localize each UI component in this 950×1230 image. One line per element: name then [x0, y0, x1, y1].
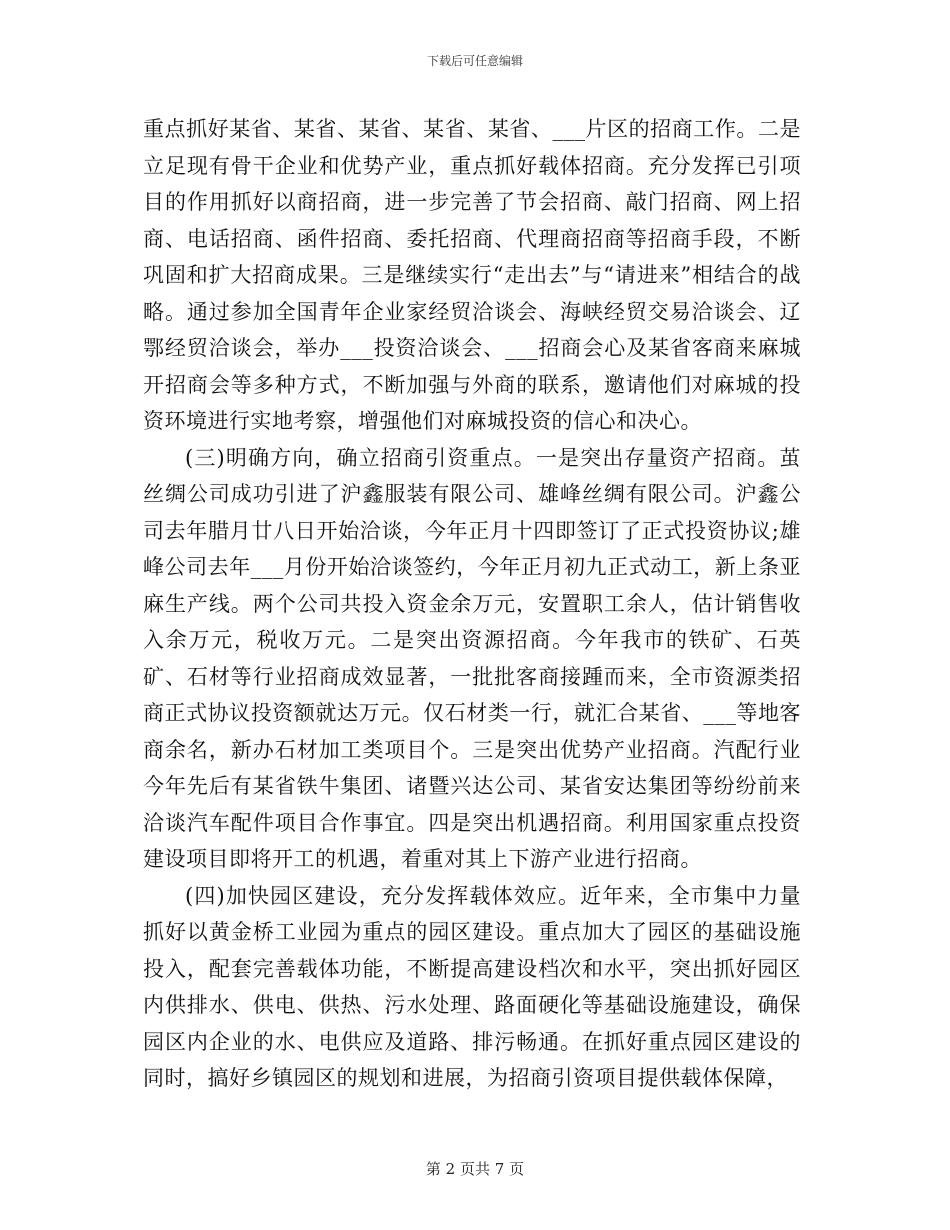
paragraph-1: 重点抓好某省、某省、某省、某省、某省、___片区的招商工作。二是立足现有骨干企业和优势产业，重点抓好载体招商。充分发挥已引项目的作用抓好以商招商，进一步完善了节会招商、敲门招商、网上招商、电话招商、函件招商、委托招商、代理商招商等招商手段，不断巩固和扩大招商成果。三是继续实行“走出去”与“请进来”相结合的战略。通过参加全国青年企业家经贸洽谈会、海峡经贸交易洽谈会、辽鄂经贸洽谈会，举办___投资洽谈会、___招商会心及某省客商来麻城开招商会等多种方式，不断加强与外商的联系，邀请他们对麻城的投资环境进行实地考察，增强他们对麻城投资的信心和决心。	[143, 117, 801, 433]
page-footer: 第 2 页共 7 页	[425, 1160, 525, 1178]
paragraph-2: (三)明确方向，确立招商引资重点。一是突出存量资产招商。茧丝绸公司成功引进了沪鑫服装有限公司、雄峰丝绸有限公司。沪鑫公司去年腊月廿八日开始洽谈，今年正月十四即签订了正式投资协议;雄峰公司去年___月份开始洽谈签约，今年正月初九正式动工，新上条亚麻生产线。两个公司共投入资金余万元，安置职工余人，估计销售收入余万元，税收万元。二是突出资源招商。今年我市的铁矿、石英矿、石材等行业招商成效显著，一批批客商接踵而来，全市资源类招商正式协议投资额就达万元。仅石材类一行，就汇合某省、___等地客商余名，新办石材加工类项目个。三是突出优势产业招商。汽配行业今年先后有某省铁牛集团、诸暨兴达公司、某省安达集团等纷纷前来洽谈汽车配件项目合作事宜。四是突出机遇招商。利用国家重点投资建设项目即将开工的机遇，着重对其上下游产业进行招商。	[143, 445, 801, 871]
document-body	[143, 111, 801, 1097]
paragraph-3: (四)加快园区建设，充分发挥载体效应。近年来，全市集中力量抓好以黄金桥工业园为重点的园区建设。重点加大了园区的基础设施投入，配套完善载体功能，不断提高建设档次和水平，突出抓好园区内供排水、供电、供热、污水处理、路面硬化等基础设施建设，确保园区内企业的水、电供应及道路、排污畅通。在抓好重点园区建设的同时，搞好乡镇园区的规划和进展，为招商引资项目提供载体保障，	[143, 883, 801, 1090]
page-header: 下载后可任意编辑	[426, 54, 523, 68]
